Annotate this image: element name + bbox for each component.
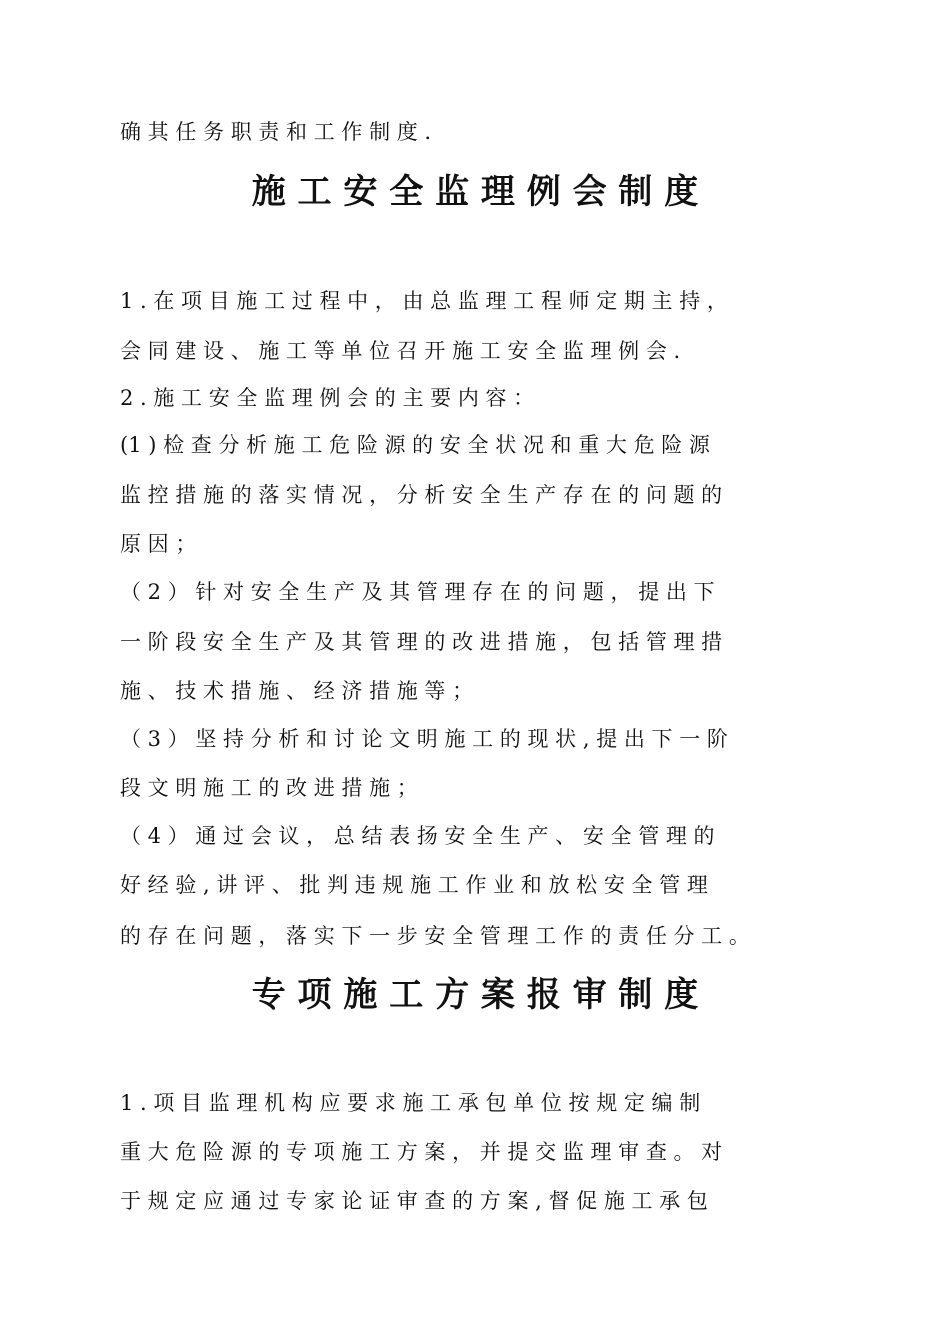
section1-line: 段 文 明 施 工 的 改 进 措 施 ； — [120, 776, 418, 800]
section1-line: （ 3 ） 坚 持 分 析 和 讨 论 文 明 施 工 的 现 状 , 提 出 下 一 阶 — [120, 727, 728, 751]
section2-line: 于 规 定 应 通 过 专 家 论 证 审 查 的 方 案 , 督 促 施 工 承 包 — [120, 1189, 708, 1213]
intro-line: 确 其 任 务 职 责 和 工 作 制 度 . — [120, 120, 432, 144]
section1-line: （ 2 ） 针 对 安 全 生 产 及 其 管 理 存 在 的 问 题 ， 提 出 下 — [120, 580, 715, 604]
section2-line: 1 . 项 目 监 理 机 构 应 要 求 施 工 承 包 单 位 按 规 定 编 制 — [120, 1091, 701, 1115]
section1-line: 原 因 ； — [120, 532, 197, 556]
section1-line: (1 ) 检 查 分 析 施 工 危 险 源 的 安 全 状 况 和 重 大 危 险 源 — [120, 433, 710, 457]
section1-line: 施 、 技 术 措 施 、 经 济 措 施 等 ； — [120, 679, 474, 703]
section1-line: 会 同 建 设 、 施 工 等 单 位 召 开 施 工 安 全 监 理 例 会 . — [120, 339, 681, 363]
section1-line: 一 阶 段 安 全 生 产 及 其 管 理 的 改 进 措 施 ， 包 括 管 理 措 — [120, 630, 723, 654]
section2-line: 重 大 危 险 源 的 专 项 施 工 方 案 ， 并 提 交 监 理 审 查 。 对 — [120, 1140, 723, 1164]
section1-line: 1 . 在 项 目 施 工 过 程 中 ， 由 总 监 理 工 程 师 定 期 主 持 ， — [120, 289, 728, 313]
section1-line: 的 存 在 问 题 ， 落 实 下 一 步 安 全 管 理 工 作 的 责 任 分 工 。 — [120, 924, 750, 948]
section1-line: 好 经 验 , 讲 评 、 批 判 违 规 施 工 作 业 和 放 松 安 全 管 理 — [120, 873, 708, 897]
section1-line: 2 . 施 工 安 全 监 理 例 会 的 主 要 内 容 ： — [120, 386, 535, 410]
section2-title: 专 项 施 工 方 案 报 审 制 度 — [251, 975, 699, 1015]
section1-line: （ 4 ） 通 过 会 议 ， 总 结 表 扬 安 全 生 产 、 安 全 管 理 的 — [120, 824, 715, 848]
section1-title: 施 工 安 全 监 理 例 会 制 度 — [251, 172, 699, 212]
section1-line: 监 控 措 施 的 落 实 情 况 ， 分 析 安 全 生 产 存 在 的 问 题 的 — [120, 483, 723, 507]
